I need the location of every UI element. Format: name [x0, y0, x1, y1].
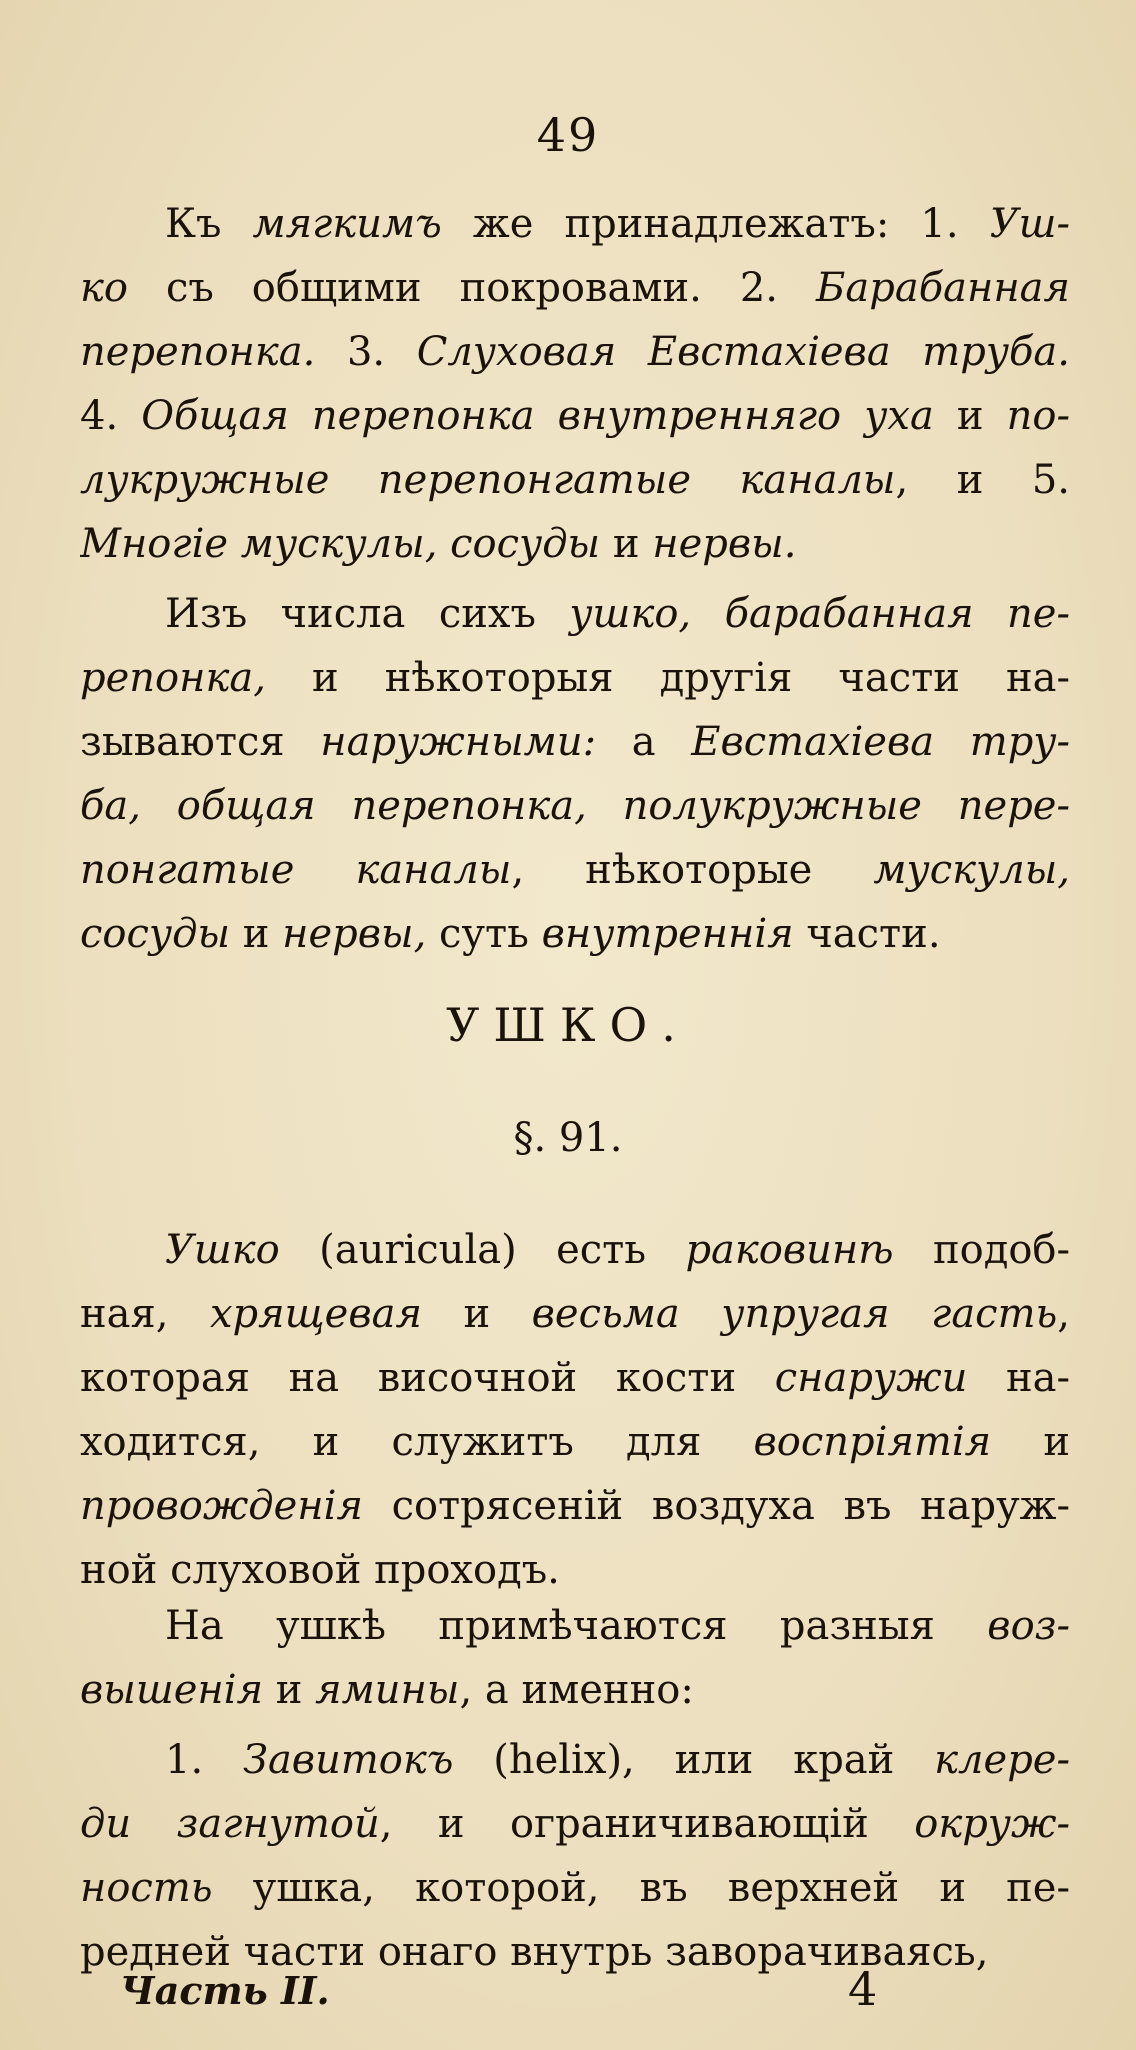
italic-text-run: клере-	[934, 1737, 1070, 1783]
text-line	[80, 384, 1070, 448]
text-run: сотрясеній воздуха въ наруж-	[362, 1483, 1070, 1529]
text-run: Изъ числа сихъ	[165, 591, 570, 637]
footer-part-label: Часть II.	[120, 1968, 330, 2013]
text-run: ушка, которой, въ верхней и пе-	[212, 1865, 1070, 1911]
text-line	[80, 710, 1070, 774]
section-heading: УШКО.	[446, 998, 690, 1052]
text-run: подоб-	[893, 1227, 1070, 1273]
italic-text-run: Слуховая Евстахіева труба.	[416, 329, 1070, 375]
text-run: 3.	[315, 329, 417, 375]
italic-text-run: воспріятія	[753, 1419, 992, 1465]
paragraph-auricula-definition	[80, 1218, 1070, 1602]
text-line	[80, 1282, 1070, 1346]
text-run: На ушкѣ примѣчаются разныя	[165, 1603, 988, 1649]
text-run: Къ	[165, 201, 253, 247]
text-run: и нѣкоторыя другія части на-	[265, 655, 1070, 701]
text-run: на-	[967, 1355, 1070, 1401]
italic-text-run: весьма упругая гасть	[531, 1291, 1058, 1337]
italic-text-run: Барабанная	[816, 265, 1070, 311]
text-line	[80, 774, 1070, 838]
italic-text-run: Ушко	[165, 1227, 280, 1273]
text-line	[80, 646, 1070, 710]
text-run: (helix), или край	[453, 1737, 935, 1783]
paragraph-outer-inner-parts	[80, 582, 1070, 966]
section-number: §. 91.	[513, 1115, 623, 1161]
text-run: , нѣкоторые	[511, 847, 874, 893]
text-line	[80, 1218, 1070, 1282]
italic-text-run: понгатые каналы	[80, 847, 512, 893]
paragraph-helix	[80, 1728, 1070, 1984]
text-run: редней части онаго внутрь заворачиваясь,	[80, 1929, 989, 1975]
text-run: ная,	[80, 1291, 210, 1337]
italic-text-run: Общая перепонка внутренняго уха	[141, 393, 934, 439]
text-line	[80, 1346, 1070, 1410]
italic-text-run: по-	[1006, 393, 1070, 439]
italic-text-run: лукружные перепонгатые каналы	[80, 457, 896, 503]
text-run: же принадлежатъ: 1.	[441, 201, 990, 247]
text-run: которая на височной кости	[80, 1355, 775, 1401]
text-run: зываются	[80, 719, 321, 765]
italic-text-run: Завитокъ	[243, 1737, 454, 1783]
text-line	[80, 512, 1070, 576]
italic-text-run: воз-	[987, 1603, 1070, 1649]
italic-text-run: снаружи	[774, 1355, 968, 1401]
text-run: и	[600, 521, 653, 567]
text-run: и	[263, 1667, 316, 1713]
text-line	[80, 320, 1070, 384]
text-line	[80, 1728, 1070, 1792]
italic-text-run: мягкимъ	[252, 201, 442, 247]
text-line	[80, 1856, 1070, 1920]
italic-text-run: вышенія	[80, 1667, 264, 1713]
page-number: 49	[536, 108, 600, 162]
italic-text-run: Евстахіева тру-	[691, 719, 1070, 765]
text-run: и	[421, 1291, 532, 1337]
text-run: , и ограничивающій	[379, 1801, 915, 1847]
italic-text-run: репонка,	[80, 655, 266, 701]
footer-signature: 4	[848, 1962, 878, 2016]
text-run: (auricula) есть	[279, 1227, 686, 1273]
paragraph-soft-parts	[80, 192, 1070, 576]
italic-text-run: внутреннія	[541, 911, 794, 957]
text-run: ной слуховой проходъ.	[80, 1547, 560, 1593]
text-line	[80, 838, 1070, 902]
paragraph-elevations	[80, 1594, 1070, 1722]
text-line	[80, 1658, 1070, 1722]
text-run: и	[991, 1419, 1070, 1465]
text-run: 4.	[80, 393, 142, 439]
italic-text-run: хрящевая	[209, 1291, 422, 1337]
text-line	[80, 1792, 1070, 1856]
italic-text-run: Многіе мускулы, сосуды	[80, 521, 601, 567]
italic-text-run: ушко, барабанная пе-	[569, 591, 1070, 637]
italic-text-run: мускулы,	[873, 847, 1070, 893]
text-run: части.	[793, 911, 941, 957]
italic-text-run: наружными:	[320, 719, 597, 765]
text-line	[80, 1474, 1070, 1538]
italic-text-run: ность	[80, 1865, 213, 1911]
text-run: съ общими покровами. 2.	[127, 265, 817, 311]
text-line	[80, 448, 1070, 512]
text-run: и	[933, 393, 1007, 439]
italic-text-run: раковинѣ	[685, 1227, 894, 1273]
text-line	[80, 902, 1070, 966]
text-line	[80, 1410, 1070, 1474]
text-line	[80, 582, 1070, 646]
italic-text-run: нервы,	[282, 911, 427, 957]
text-line	[80, 256, 1070, 320]
italic-text-run: ди загнутой	[80, 1801, 380, 1847]
text-line	[80, 1538, 1070, 1602]
text-run: , а именно:	[459, 1667, 694, 1713]
text-run: а	[596, 719, 692, 765]
italic-text-run: ба, общая перепонка, полукружные пере-	[80, 783, 1070, 829]
italic-text-run: сосуды	[80, 911, 231, 957]
italic-text-run: окруж-	[914, 1801, 1070, 1847]
text-line	[80, 1594, 1070, 1658]
text-run: суть	[426, 911, 542, 957]
text-line	[80, 192, 1070, 256]
text-run: ходится, и служитъ для	[80, 1419, 754, 1465]
text-run: ,	[1057, 1291, 1070, 1337]
text-run: и	[230, 911, 283, 957]
italic-text-run: ямины	[315, 1667, 460, 1713]
italic-text-run: ко	[80, 265, 128, 311]
text-run: 1.	[165, 1737, 244, 1783]
italic-text-run: перепонка.	[80, 329, 316, 375]
text-run: , и 5.	[895, 457, 1070, 503]
italic-text-run: Уш-	[989, 201, 1070, 247]
italic-text-run: провожденія	[80, 1483, 363, 1529]
italic-text-run: нервы.	[652, 521, 797, 567]
